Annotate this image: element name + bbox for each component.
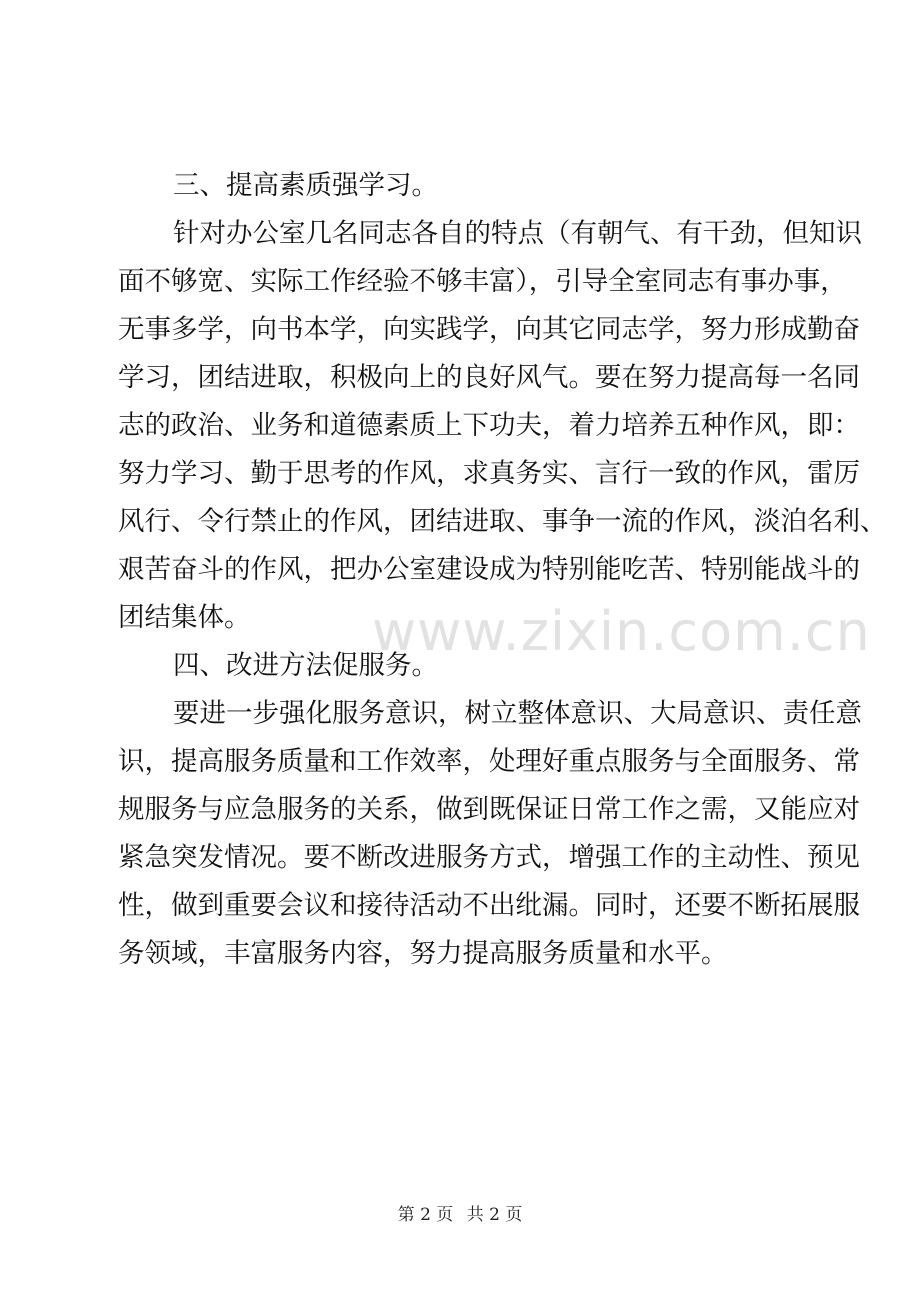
paragraph-line: 务领域，丰富服务内容，努力提高服务质量和水平。: [118, 938, 728, 969]
page-total: 共 2 页: [466, 1205, 523, 1225]
paragraph-line: 识，提高服务质量和工作效率，处理好重点服务与全面服务、常: [118, 746, 860, 777]
paragraph-line: 面不够宽、实际工作经验不够丰富），引导全室同志有事办事，: [118, 266, 847, 297]
paragraph-line: 志的政治、业务和道德素质上下功夫，着力培养五种作风，即：: [118, 410, 860, 441]
page-footer: [0, 1200, 920, 1225]
paragraph-line: 规服务与应急服务的关系，做到既保证日常工作之需，又能应对: [118, 794, 860, 825]
paragraph-line: 艰苦奋斗的作风，把办公室建设成为特别能吃苦、特别能战斗的: [118, 554, 860, 585]
section-heading: 四、改进方法促服务。: [173, 650, 438, 681]
watermark: www.zixin.com.cn: [372, 600, 871, 663]
paragraph-line: 性，做到重要会议和接待活动不出纰漏。同时，还要不断拓展服: [118, 890, 860, 921]
paragraph-line: 要进一步强化服务意识，树立整体意识、大局意识、责任意: [173, 698, 862, 729]
paragraph-line: 针对办公室几名同志各自的特点（有朝气、有干劲，但知识: [173, 218, 862, 249]
section-heading: 三、提高素质强学习。: [173, 170, 438, 201]
paragraph-line: 学习，团结进取，积极向上的良好风气。要在努力提高每一名同: [118, 362, 860, 393]
document-body: [118, 162, 887, 978]
paragraph-line: 无事多学，向书本学，向实践学，向其它同志学，努力形成勤奋: [118, 314, 860, 345]
paragraph-line: 风行、令行禁止的作风，团结进取、事争一流的作风，淡泊名利、: [118, 506, 887, 537]
page-number: 第 2 页: [397, 1205, 454, 1225]
paragraph-line: 团结集体。: [118, 602, 251, 633]
paragraph-line: 努力学习、勤于思考的作风，求真务实、言行一致的作风，雷厉: [118, 458, 860, 489]
paragraph-line: 紧急突发情况。要不断改进服务方式，增强工作的主动性、预见: [118, 842, 860, 873]
